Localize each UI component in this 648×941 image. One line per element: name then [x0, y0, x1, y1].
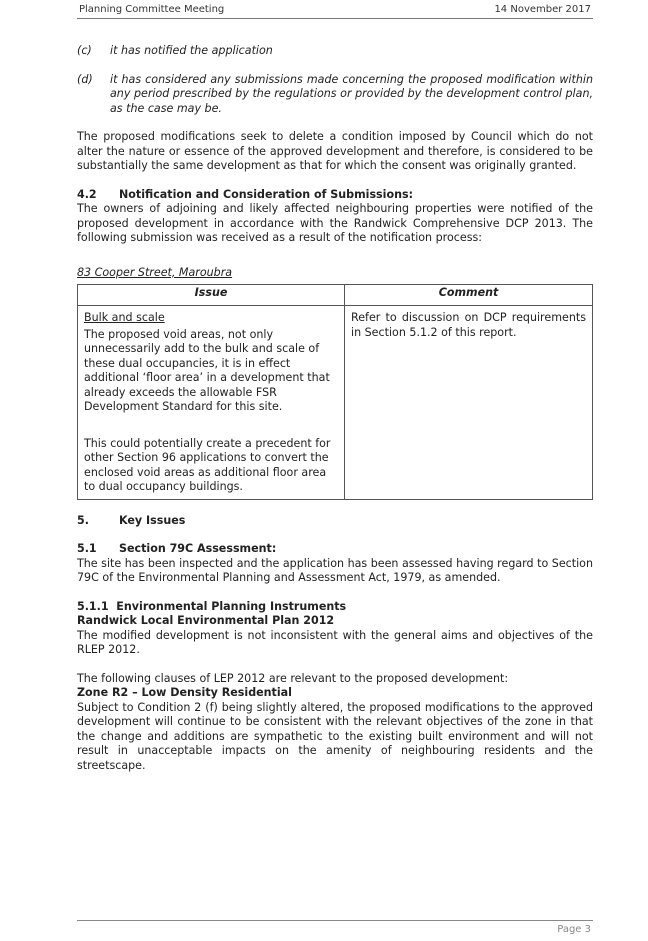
- section-number: 4.2: [77, 187, 97, 201]
- table-header-row: [78, 285, 593, 306]
- issue-cell: [78, 306, 345, 500]
- paragraph-notification: The owners of adjoining and likely affected neighbouring properties were notified of the proposed development in accordance with the Randwick Comprehensive DCP 2013. The following submission was received as a result of the notification process:: [77, 202, 593, 244]
- header-divider: [77, 18, 593, 19]
- section-heading-5-1-1: 5.1.1 Environmental Planning Instruments: [77, 599, 347, 613]
- paragraph-zone: Subject to Condition 2 (f) being slightly altered, the proposed modifications to the approved development will continue to be consistent with the relevant objectives of the zone in that the change and additions are sympathetic to the existing built environment and will not result in unacceptable impacts on the amenity of neighbouring residents and the streetscape.: [77, 700, 593, 772]
- comment-cell: Refer to discussion on DCP requirements in Section 5.1.2 of this report.: [345, 306, 593, 500]
- lep-subtitle: Randwick Local Environmental Plan 2012: [77, 614, 335, 627]
- section-number: 5.: [77, 513, 89, 527]
- page-header: [77, 4, 593, 18]
- section-title: Key Issues: [119, 513, 186, 527]
- header-date: 14 November 2017: [494, 4, 591, 15]
- table-row: [78, 306, 593, 500]
- section-heading-4-2: [77, 188, 593, 203]
- clauses-intro: The following clauses of LEP 2012 are relevant to the proposed development:: [77, 671, 509, 685]
- header-meeting-title: Planning Committee Meeting: [79, 4, 225, 15]
- section-heading-5-1: [77, 542, 593, 557]
- submission-address: 83 Cooper Street, Maroubra: [77, 265, 233, 279]
- section-number: 5.1: [77, 542, 97, 555]
- zone-title: Zone R2 – Low Density Residential: [77, 686, 292, 699]
- footer-divider: [77, 920, 593, 921]
- section-title: Notification and Consideration of Submissions:: [119, 187, 414, 201]
- paragraph-lep: The modified development is not inconsistent with the general aims and objectives of the RLEP 2012.: [77, 628, 593, 656]
- column-header-comment: Comment: [345, 285, 593, 306]
- document-body: [77, 44, 593, 787]
- list-text: it has considered any submissions made concerning the proposed modification within any period prescribed by the regulations or provided by the development control plan, as the case may be.: [110, 72, 593, 115]
- paragraph-assessment: The site has been inspected and the application has been assessed having regard to Section 79C of the Environmental Planning and Assessment Act, 1979, as amended.: [77, 556, 593, 584]
- section-heading-5: [77, 514, 593, 529]
- submission-table: [77, 284, 593, 500]
- list-item-c: [77, 44, 593, 59]
- issue-paragraph: The proposed void areas, not only unnecessarily add to the bulk and scale of these dual occupancies, it is in effect additional ‘floor area’ in a development that already exceeds the allowable FSR Development Standard for this site.: [84, 327, 330, 413]
- issue-paragraph-2: This could potentially create a precedent for other Section 96 applications to convert the enclosed void areas as additional floor area to dual occupancy buildings.: [84, 436, 331, 493]
- list-label: (d): [77, 72, 93, 86]
- issue-title: Bulk and scale: [84, 311, 165, 324]
- section-title: Section 79C Assessment:: [119, 542, 277, 555]
- paragraph-modifications: The proposed modifications seek to delete a condition imposed by Council which do not alter the nature or essence of the approved development and therefore, is considered to be substantially the same development as that for which the consent was originally granted.: [77, 130, 593, 172]
- page-number: Page 3: [557, 924, 591, 935]
- list-text: it has notified the application: [110, 44, 273, 57]
- list-label: (c): [77, 44, 92, 57]
- list-item-d: [77, 73, 593, 117]
- column-header-issue: Issue: [78, 285, 345, 306]
